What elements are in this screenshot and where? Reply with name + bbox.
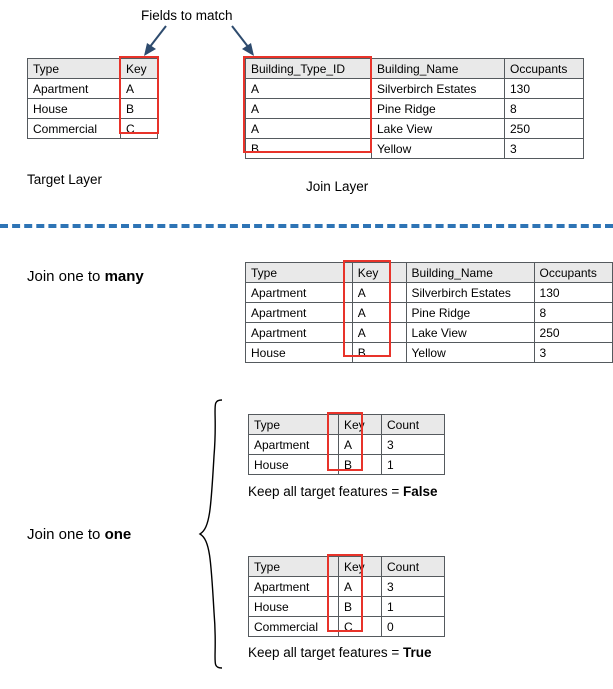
keep-all-false-emphasis: False xyxy=(402,484,438,499)
column-header-type: Type xyxy=(249,557,339,577)
join-layer-label: Join Layer xyxy=(306,179,369,194)
one-to-many-table xyxy=(245,262,613,363)
cell-building-type-id: B xyxy=(246,139,372,159)
cell-occupants: 130 xyxy=(534,283,612,303)
cell-key: A xyxy=(352,303,406,323)
cell-key: B xyxy=(352,343,406,363)
arrow-to-join-key xyxy=(228,26,268,58)
table-row xyxy=(246,79,584,99)
cell-type: Commercial xyxy=(249,617,339,637)
cell-count: 3 xyxy=(382,435,445,455)
table-row xyxy=(246,303,613,323)
cell-key: C xyxy=(339,617,382,637)
column-header-key: Key xyxy=(339,557,382,577)
cell-building-name: Lake View xyxy=(406,323,534,343)
arrow-to-target-key xyxy=(140,26,180,58)
table-header-row xyxy=(246,263,613,283)
table-header-row xyxy=(249,557,445,577)
one-to-one-false-table-wrapper xyxy=(248,414,445,475)
column-header-key: Key xyxy=(352,263,406,283)
keep-all-true-label xyxy=(248,645,432,660)
cell-key: B xyxy=(339,455,382,475)
table-row xyxy=(28,79,158,99)
column-header-building-name: Building_Name xyxy=(406,263,534,283)
table-header-row xyxy=(28,59,158,79)
join-layer-table-wrapper xyxy=(245,58,584,159)
fields-to-match-label: Fields to match xyxy=(141,8,233,23)
join-one-to-one-label xyxy=(27,526,131,543)
cell-count: 1 xyxy=(382,455,445,475)
column-header-key: Key xyxy=(121,59,158,79)
table-row xyxy=(249,577,445,597)
keep-all-true-emphasis: True xyxy=(402,645,432,660)
cell-occupants: 250 xyxy=(534,323,612,343)
cell-type: Apartment xyxy=(28,79,121,99)
cell-building-type-id: A xyxy=(246,99,372,119)
cell-key: A xyxy=(352,283,406,303)
table-row xyxy=(28,99,158,119)
cell-type: Apartment xyxy=(246,283,353,303)
cell-building-name: Silverbirch Estates xyxy=(372,79,505,99)
cell-count: 1 xyxy=(382,597,445,617)
target-layer-label: Target Layer xyxy=(27,172,103,187)
join-one-to-one-prefix: Join one to xyxy=(27,526,105,543)
cell-count: 0 xyxy=(382,617,445,637)
keep-all-false-label xyxy=(248,484,438,499)
table-row xyxy=(246,99,584,119)
table-row xyxy=(249,455,445,475)
cell-key: C xyxy=(121,119,158,139)
cell-type: Commercial xyxy=(28,119,121,139)
table-row xyxy=(249,597,445,617)
join-one-to-many-prefix: Join one to xyxy=(27,268,105,285)
column-header-building-type-id: Building_Type_ID xyxy=(246,59,372,79)
cell-key: A xyxy=(121,79,158,99)
target-layer-table xyxy=(27,58,158,139)
cell-key: A xyxy=(339,577,382,597)
column-header-key: Key xyxy=(339,415,382,435)
column-header-type: Type xyxy=(246,263,353,283)
one-to-one-false-table xyxy=(248,414,445,475)
table-row xyxy=(246,283,613,303)
join-one-to-many-emphasis: many xyxy=(104,268,144,285)
cell-occupants: 3 xyxy=(534,343,612,363)
keep-all-false-prefix: Keep all target features = xyxy=(248,484,403,499)
column-header-occupants: Occupants xyxy=(505,59,584,79)
cell-type: Apartment xyxy=(249,577,339,597)
cell-building-name: Yellow xyxy=(406,343,534,363)
table-row xyxy=(28,119,158,139)
table-row xyxy=(246,343,613,363)
join-layer-table xyxy=(245,58,584,159)
table-row xyxy=(249,617,445,637)
cell-occupants: 8 xyxy=(505,99,584,119)
cell-building-name: Lake View xyxy=(372,119,505,139)
table-header-row xyxy=(246,59,584,79)
target-layer-table-wrapper xyxy=(27,58,158,139)
keep-all-true-prefix: Keep all target features = xyxy=(248,645,403,660)
cell-count: 3 xyxy=(382,577,445,597)
cell-occupants: 250 xyxy=(505,119,584,139)
cell-key: B xyxy=(121,99,158,119)
one-to-many-table-wrapper xyxy=(245,262,613,363)
column-header-type: Type xyxy=(249,415,339,435)
cell-building-type-id: A xyxy=(246,79,372,99)
one-to-one-true-table-wrapper xyxy=(248,556,445,637)
join-one-to-one-emphasis: one xyxy=(104,526,132,543)
brace-one-to-one xyxy=(196,398,226,670)
cell-type: Apartment xyxy=(249,435,339,455)
cell-building-name: Pine Ridge xyxy=(406,303,534,323)
cell-type: House xyxy=(28,99,121,119)
column-header-type: Type xyxy=(28,59,121,79)
join-one-to-many-label xyxy=(27,268,144,285)
column-header-building-name: Building_Name xyxy=(372,59,505,79)
table-header-row xyxy=(249,415,445,435)
cell-key: A xyxy=(352,323,406,343)
cell-type: House xyxy=(246,343,353,363)
one-to-one-true-table xyxy=(248,556,445,637)
cell-type: Apartment xyxy=(246,303,353,323)
cell-key: A xyxy=(339,435,382,455)
table-row xyxy=(246,139,584,159)
cell-building-name: Pine Ridge xyxy=(372,99,505,119)
cell-type: House xyxy=(249,597,339,617)
column-header-occupants: Occupants xyxy=(534,263,612,283)
table-row xyxy=(249,435,445,455)
cell-occupants: 3 xyxy=(505,139,584,159)
section-divider xyxy=(0,224,613,228)
cell-occupants: 8 xyxy=(534,303,612,323)
column-header-count: Count xyxy=(382,415,445,435)
cell-building-name: Silverbirch Estates xyxy=(406,283,534,303)
table-row xyxy=(246,323,613,343)
table-row xyxy=(246,119,584,139)
cell-building-name: Yellow xyxy=(372,139,505,159)
cell-key: B xyxy=(339,597,382,617)
cell-occupants: 130 xyxy=(505,79,584,99)
cell-type: Apartment xyxy=(246,323,353,343)
cell-building-type-id: A xyxy=(246,119,372,139)
cell-type: House xyxy=(249,455,339,475)
column-header-count: Count xyxy=(382,557,445,577)
